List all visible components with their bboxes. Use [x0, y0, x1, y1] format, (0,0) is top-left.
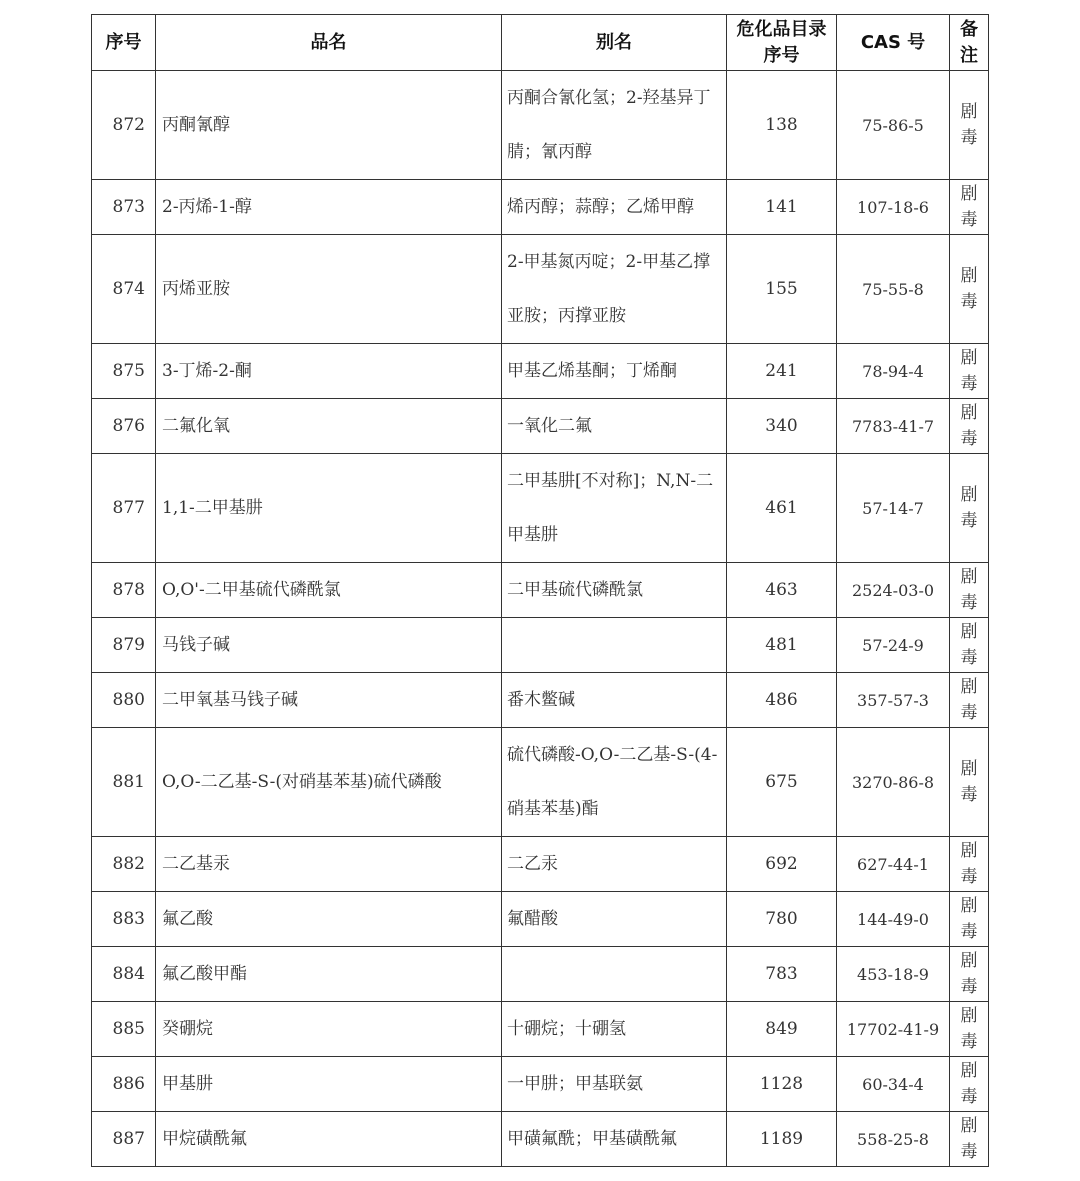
- cell-alias: 番木鳖碱: [502, 673, 727, 728]
- cell-catalog-no: 155: [727, 235, 837, 344]
- cell-name: 二乙基汞: [156, 837, 502, 892]
- cell-no: 880: [92, 673, 156, 728]
- cell-no: 882: [92, 837, 156, 892]
- table-row: [92, 1002, 989, 1057]
- cell-no: 887: [92, 1112, 156, 1167]
- cell-name: 甲基肼: [156, 1057, 502, 1112]
- cell-no: 874: [92, 235, 156, 344]
- cell-name: 2-丙烯-1-醇: [156, 180, 502, 235]
- cell-note: 剧毒: [950, 618, 989, 673]
- table-row: [92, 344, 989, 399]
- cell-no: 881: [92, 728, 156, 837]
- cell-name: 3-丁烯-2-酮: [156, 344, 502, 399]
- cell-catalog-no: 1189: [727, 1112, 837, 1167]
- cell-alias: 一甲肼；甲基联氨: [502, 1057, 727, 1112]
- cell-no: 872: [92, 71, 156, 180]
- cell-no: 884: [92, 947, 156, 1002]
- table-header-row: [92, 15, 989, 71]
- table-row: [92, 837, 989, 892]
- cell-catalog-no: 340: [727, 399, 837, 454]
- cell-no: 873: [92, 180, 156, 235]
- cell-name: O,O-二乙基-S-(对硝基苯基)硫代磷酸: [156, 728, 502, 837]
- cell-catalog-no: 486: [727, 673, 837, 728]
- cell-cas: 627-44-1: [837, 837, 950, 892]
- cell-name: 二氟化氧: [156, 399, 502, 454]
- cell-alias: 氟醋酸: [502, 892, 727, 947]
- cell-cas: 75-86-5: [837, 71, 950, 180]
- cell-no: 885: [92, 1002, 156, 1057]
- cell-name: 甲烷磺酰氟: [156, 1112, 502, 1167]
- table-row: [92, 947, 989, 1002]
- cell-note: 剧毒: [950, 1057, 989, 1112]
- cell-note: 剧毒: [950, 399, 989, 454]
- table-row: [92, 180, 989, 235]
- cell-catalog-no: 849: [727, 1002, 837, 1057]
- cell-no: 877: [92, 454, 156, 563]
- cell-alias: [502, 947, 727, 1002]
- cell-cas: 453-18-9: [837, 947, 950, 1002]
- cell-alias: 二甲基硫代磷酰氯: [502, 563, 727, 618]
- cell-cas: 3270-86-8: [837, 728, 950, 837]
- table-row: [92, 673, 989, 728]
- cell-catalog-no: 1128: [727, 1057, 837, 1112]
- cell-cas: 78-94-4: [837, 344, 950, 399]
- cell-cas: 2524-03-0: [837, 563, 950, 618]
- cell-catalog-no: 241: [727, 344, 837, 399]
- cell-no: 876: [92, 399, 156, 454]
- header-alias: 别名: [502, 15, 727, 71]
- table-row: [92, 1057, 989, 1112]
- cell-note: 剧毒: [950, 235, 989, 344]
- cell-name: 丙酮氰醇: [156, 71, 502, 180]
- cell-note: 剧毒: [950, 837, 989, 892]
- cell-catalog-no: 675: [727, 728, 837, 837]
- table-row: [92, 563, 989, 618]
- cell-cas: 357-57-3: [837, 673, 950, 728]
- cell-cas: 75-55-8: [837, 235, 950, 344]
- cell-alias: 硫代磷酸-O,O-二乙基-S-(4-硝基苯基)酯: [502, 728, 727, 837]
- cell-catalog-no: 461: [727, 454, 837, 563]
- table-row: [92, 728, 989, 837]
- cell-note: 剧毒: [950, 71, 989, 180]
- cell-alias: 烯丙醇；蒜醇；乙烯甲醇: [502, 180, 727, 235]
- table-row: [92, 892, 989, 947]
- cell-note: 剧毒: [950, 892, 989, 947]
- cell-no: 886: [92, 1057, 156, 1112]
- cell-no: 875: [92, 344, 156, 399]
- cell-cas: 17702-41-9: [837, 1002, 950, 1057]
- cell-alias: 2-甲基氮丙啶；2-甲基乙撑亚胺；丙撑亚胺: [502, 235, 727, 344]
- table-row: [92, 235, 989, 344]
- cell-alias: 十硼烷；十硼氢: [502, 1002, 727, 1057]
- cell-alias: 丙酮合氰化氢；2-羟基异丁腈；氰丙醇: [502, 71, 727, 180]
- chemical-table-container: [91, 14, 988, 1167]
- cell-cas: 7783-41-7: [837, 399, 950, 454]
- cell-note: 剧毒: [950, 180, 989, 235]
- header-cas: CAS 号: [837, 15, 950, 71]
- hazardous-chemicals-table: [91, 14, 989, 1167]
- table-row: [92, 1112, 989, 1167]
- cell-cas: 558-25-8: [837, 1112, 950, 1167]
- cell-alias: 二甲基肼[不对称]；N,N-二甲基肼: [502, 454, 727, 563]
- cell-catalog-no: 141: [727, 180, 837, 235]
- table-row: [92, 399, 989, 454]
- cell-note: 剧毒: [950, 947, 989, 1002]
- header-catalog-no: 危化品目录序号: [727, 15, 837, 71]
- table-row: [92, 71, 989, 180]
- cell-note: 剧毒: [950, 673, 989, 728]
- cell-note: 剧毒: [950, 344, 989, 399]
- cell-name: 1,1-二甲基肼: [156, 454, 502, 563]
- cell-alias: 甲磺氟酰；甲基磺酰氟: [502, 1112, 727, 1167]
- header-name: 品名: [156, 15, 502, 71]
- cell-name: 氟乙酸甲酯: [156, 947, 502, 1002]
- cell-catalog-no: 138: [727, 71, 837, 180]
- cell-note: 剧毒: [950, 454, 989, 563]
- table-row: [92, 618, 989, 673]
- cell-cas: 57-14-7: [837, 454, 950, 563]
- cell-cas: 57-24-9: [837, 618, 950, 673]
- cell-note: 剧毒: [950, 1112, 989, 1167]
- table-row: [92, 454, 989, 563]
- header-no: 序号: [92, 15, 156, 71]
- cell-note: 剧毒: [950, 563, 989, 618]
- cell-cas: 144-49-0: [837, 892, 950, 947]
- cell-cas: 107-18-6: [837, 180, 950, 235]
- cell-catalog-no: 780: [727, 892, 837, 947]
- cell-catalog-no: 692: [727, 837, 837, 892]
- cell-name: 癸硼烷: [156, 1002, 502, 1057]
- cell-name: 二甲氧基马钱子碱: [156, 673, 502, 728]
- cell-no: 878: [92, 563, 156, 618]
- cell-name: 丙烯亚胺: [156, 235, 502, 344]
- cell-alias: [502, 618, 727, 673]
- cell-catalog-no: 463: [727, 563, 837, 618]
- cell-alias: 甲基乙烯基酮；丁烯酮: [502, 344, 727, 399]
- cell-name: 氟乙酸: [156, 892, 502, 947]
- cell-no: 879: [92, 618, 156, 673]
- cell-note: 剧毒: [950, 1002, 989, 1057]
- cell-alias: 二乙汞: [502, 837, 727, 892]
- cell-cas: 60-34-4: [837, 1057, 950, 1112]
- cell-note: 剧毒: [950, 728, 989, 837]
- cell-name: 马钱子碱: [156, 618, 502, 673]
- cell-name: O,O'-二甲基硫代磷酰氯: [156, 563, 502, 618]
- cell-no: 883: [92, 892, 156, 947]
- cell-alias: 一氧化二氟: [502, 399, 727, 454]
- header-note: 备注: [950, 15, 989, 71]
- cell-catalog-no: 481: [727, 618, 837, 673]
- cell-catalog-no: 783: [727, 947, 837, 1002]
